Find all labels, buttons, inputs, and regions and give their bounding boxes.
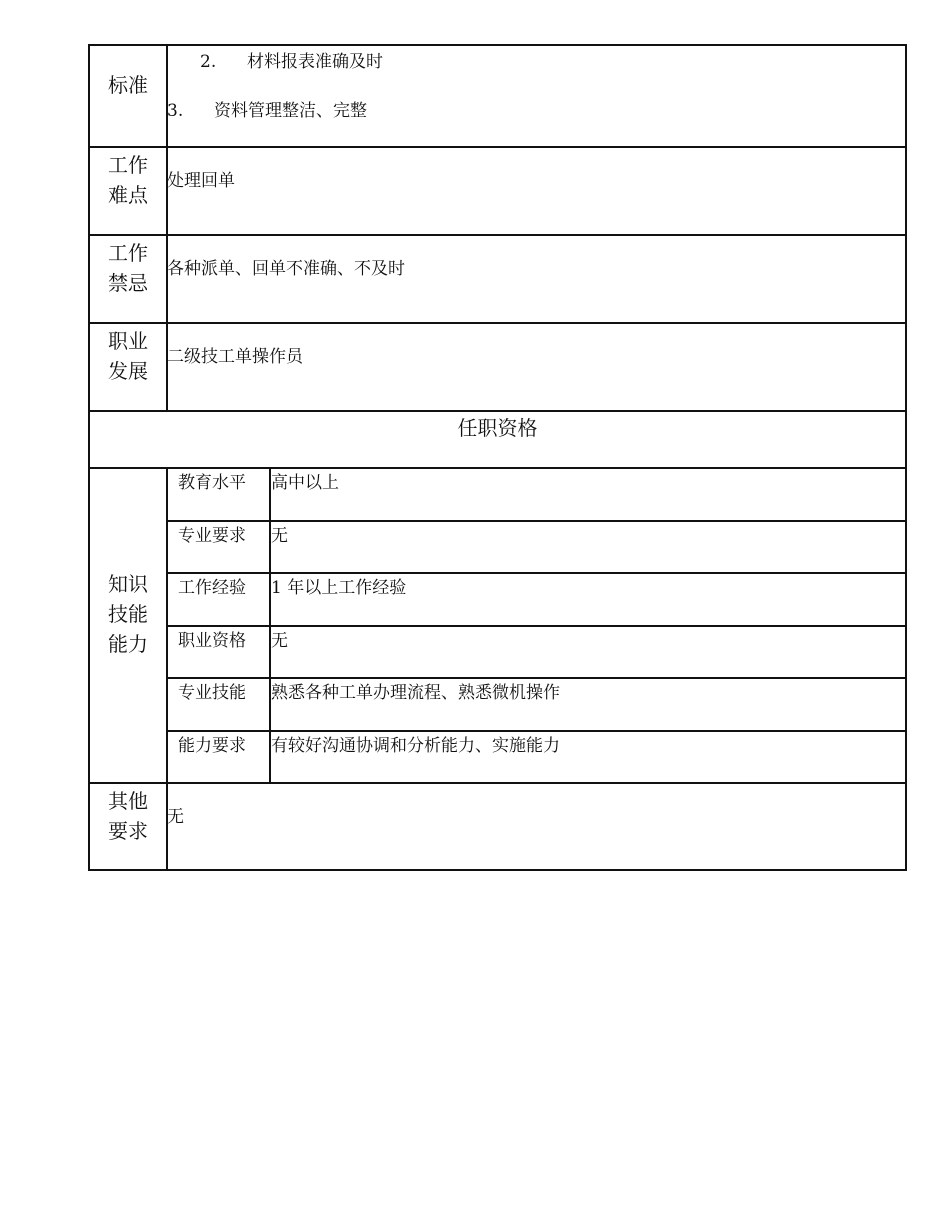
difficulty-text: 处理回单 [167,171,235,191]
qualification-title: 任职资格 [457,416,538,440]
difficulty-label: 工作 难点 [108,153,148,207]
standard-item-number: 2. [200,52,217,72]
row-divider [167,677,907,679]
experience-value: 1 年以上工作经验 [271,578,407,598]
taboo-label: 工作 禁忌 [108,241,148,295]
skills-label: 专业技能 [178,683,246,703]
row-divider [167,572,907,574]
experience-label: 工作经验 [178,578,246,598]
other-label: 其他 要求 [108,789,148,843]
other-text: 无 [167,807,184,827]
job-description-table [88,44,907,871]
standard-label: 标准 [108,73,148,97]
standard-item-text: 资料管理整洁、完整 [214,101,367,121]
career-text: 二级技工单操作员 [167,347,303,367]
row-divider [90,782,907,784]
row-divider [90,322,907,324]
skills-value: 熟悉各种工单办理流程、熟悉微机操作 [271,683,560,703]
row-divider [90,467,907,469]
education-label: 教育水平 [178,473,246,493]
row-divider [167,730,907,732]
taboo-text: 各种派单、回单不准确、不及时 [167,259,405,279]
row-divider [167,625,907,627]
standard-item-number: 3. [167,101,184,121]
major-label: 专业要求 [178,526,246,546]
knowledge-label: 知识 技能 能力 [108,572,148,656]
ability-label: 能力要求 [178,736,246,756]
row-divider [90,146,907,148]
education-value: 高中以上 [271,473,339,493]
career-label: 职业 发展 [108,329,148,383]
certification-label: 职业资格 [178,631,246,651]
ability-value: 有较好沟通协调和分析能力、实施能力 [271,736,560,756]
row-divider [90,234,907,236]
major-value: 无 [271,526,288,546]
row-divider [167,520,907,522]
row-divider [90,410,907,412]
certification-value: 无 [271,631,288,651]
standard-item-text: 材料报表准确及时 [247,52,383,72]
